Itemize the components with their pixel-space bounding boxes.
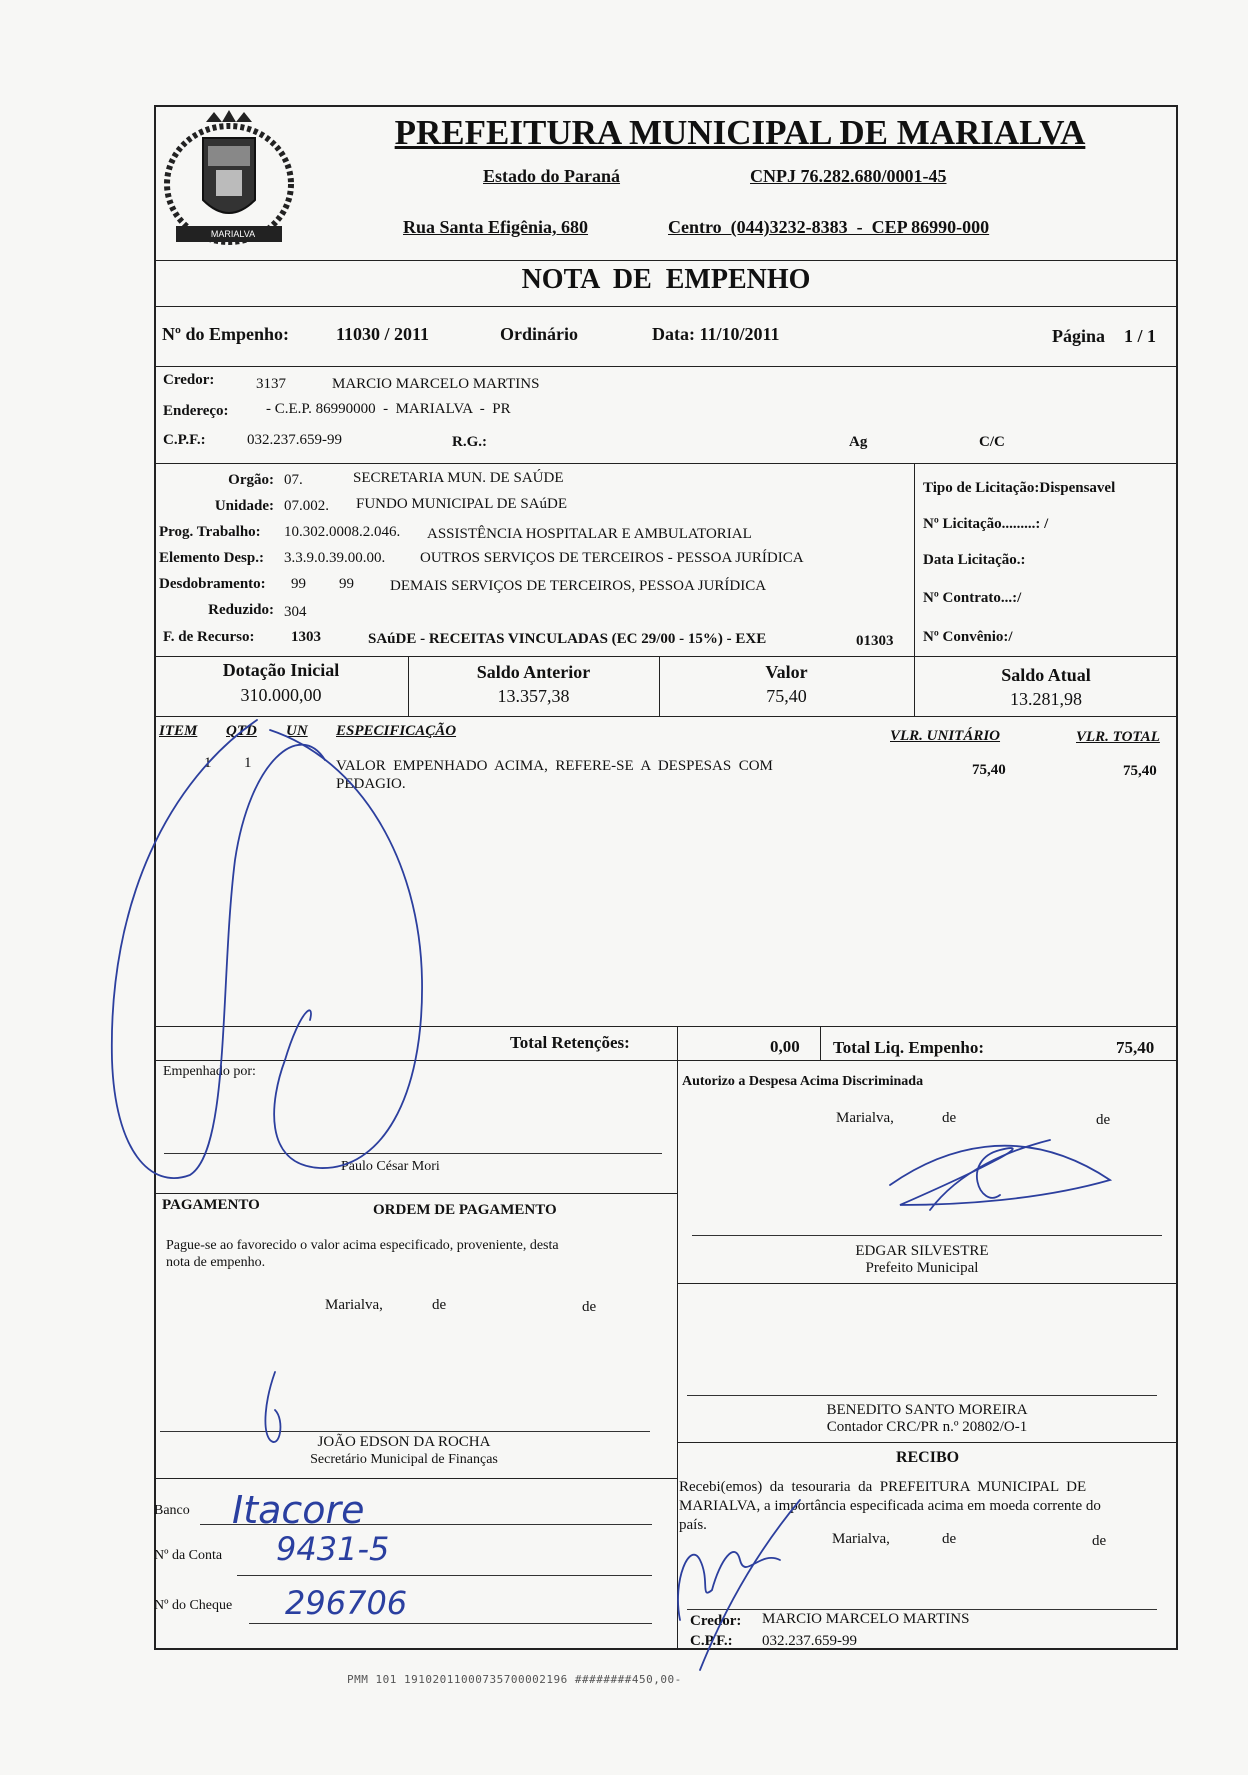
recurso-label: F. de Recurso: [163, 629, 255, 645]
reduzido-value: 304 [284, 604, 307, 620]
banco-value: Itacore [232, 1488, 365, 1532]
item-espec-line1: VALOR EMPENHADO ACIMA, REFERE-SE A DESPESAS COM [336, 758, 773, 774]
endereco-value: - C.E.P. 86990000 - MARIALVA - PR [266, 401, 511, 417]
ordem-pagamento-label: ORDEM DE PAGAMENTO [373, 1202, 557, 1218]
autorizo-de1: de [942, 1110, 957, 1126]
item-vlr-total: 75,40 [1123, 763, 1157, 779]
recibo-label: RECIBO [895, 1449, 960, 1466]
cc-label: C/C [979, 434, 1005, 450]
dotacao-inicial-value: 310.000,00 [240, 685, 322, 705]
item-number: 1 [204, 755, 212, 771]
pagamento-de2: de [582, 1299, 597, 1315]
licitacao-number: Nº Licitação.........: / [923, 516, 1049, 532]
pagamento-label: PAGAMENTO [162, 1197, 260, 1213]
valor-label: Valor [765, 662, 808, 682]
empenhado-label: Empenhado por: [163, 1064, 256, 1079]
doc-title: NOTA DE EMPENHO [521, 264, 811, 295]
recibo-text-line1: Recebi(emos) da tesouraria da PREFEITURA MUNICIPAL DE [679, 1479, 1087, 1495]
total-retencoes-value: 0,00 [770, 1037, 800, 1056]
elemento-name: OUTROS SERVIÇOS DE TERCEIROS - PESSOA JURÍDICA [420, 550, 804, 566]
recurso-name: SAúDE - RECEITAS VINCULADAS (EC 29/00 - 15%) - EXE [368, 631, 767, 647]
recibo-de1: de [942, 1531, 957, 1547]
prefeito-role: Prefeito Municipal [865, 1260, 979, 1276]
unidade-code: 07.002. [284, 498, 329, 514]
recibo-credor-name: MARCIO MARCELO MARTINS [762, 1611, 970, 1627]
elemento-label: Elemento Desp.: [159, 550, 264, 566]
recibo-credor-label: Credor: [690, 1613, 742, 1629]
autorizo-label: Autorizo a Despesa Acima Discriminada [682, 1074, 924, 1089]
convenio-number: Nº Convênio:/ [923, 629, 1013, 645]
autorizo-de2: de [1096, 1112, 1111, 1128]
prefeito-name: EDGAR SILVESTRE [855, 1243, 989, 1259]
contrato-number: Nº Contrato...:/ [923, 590, 1022, 606]
empenho-date: Data: 11/10/2011 [652, 324, 780, 344]
recibo-text-line2: MARIALVA, a importância especificada acima em moeda corrente do [679, 1498, 1101, 1514]
contador-role: Contador CRC/PR n.º 20802/O-1 [826, 1419, 1028, 1435]
pagamento-text-line1: Pague-se ao favorecido o valor acima especificado, proveniente, desta [166, 1238, 559, 1253]
state-label: Estado do Paraná [483, 166, 621, 186]
page-label: Página [1052, 326, 1106, 346]
col-qtd: QTD [226, 723, 257, 739]
col-vlr-total: VLR. TOTAL [1076, 729, 1160, 745]
municipal-crest [158, 108, 300, 256]
item-qtd: 1 [244, 755, 252, 771]
secretario-name: JOÃO EDSON DA ROCHA [317, 1434, 491, 1450]
licitacao-type-text: Tipo de Licitação:Dispensavel [923, 480, 1116, 496]
empenho-number-value: 11030 / 2011 [336, 324, 430, 344]
cpf-value: 032.237.659-99 [247, 432, 342, 448]
recurso-num: 01303 [856, 633, 894, 649]
conta-value: 9431-5 [276, 1530, 390, 1568]
autorizo-city: Marialva, [836, 1110, 894, 1126]
pagamento-city: Marialva, [325, 1297, 383, 1313]
cpf-label: C.P.F.: [163, 432, 206, 448]
orgao-name: SECRETARIA MUN. DE SAÚDE [353, 470, 564, 486]
credor-label: Credor: [163, 372, 215, 388]
secretario-role: Secretário Municipal de Finanças [310, 1452, 498, 1467]
desdobramento-name: DEMAIS SERVIÇOS DE TERCEIROS, PESSOA JURÍDICA [390, 578, 767, 594]
col-item: ITEM [159, 723, 198, 739]
contador-name: BENEDITO SANTO MOREIRA [826, 1402, 1028, 1418]
unidade-label: Unidade: [214, 498, 274, 514]
pagamento-de1: de [432, 1297, 447, 1313]
recibo-text-line3: país. [679, 1517, 707, 1533]
empenho-number-label: Nº do Empenho: [162, 324, 289, 344]
page-title: PREFEITURA MUNICIPAL DE MARIALVA [394, 113, 1086, 152]
prog-code: 10.302.0008.2.046. [284, 524, 401, 540]
saldo-atual-value: 13.281,98 [1010, 689, 1082, 709]
item-vlr-unitario: 75,40 [972, 762, 1006, 778]
recibo-city: Marialva, [832, 1531, 890, 1547]
total-liq-label: Total Liq. Empenho: [833, 1038, 984, 1057]
elemento-code: 3.3.9.0.39.00.00. [284, 550, 386, 566]
recibo-de2: de [1092, 1533, 1107, 1549]
reduzido-label: Reduzido: [208, 602, 274, 618]
valor-value: 75,40 [766, 686, 807, 706]
recibo-cpf-label: C.P.F.: [690, 1633, 733, 1649]
orgao-code: 07. [284, 472, 303, 488]
licitacao-date: Data Licitação.: [923, 552, 1026, 568]
endereco-label: Endereço: [163, 403, 229, 419]
ag-label: Ag [849, 434, 868, 450]
col-especificacao: ESPECIFICAÇÃO [336, 723, 457, 739]
desdobramento-label: Desdobramento: [159, 576, 266, 592]
col-vlr-unitario: VLR. UNITÁRIO [890, 728, 1001, 744]
conta-label: Nº da Conta [154, 1548, 223, 1563]
empenho-type: Ordinário [500, 324, 579, 344]
col-un: UN [286, 723, 308, 739]
saldo-atual-label: Saldo Atual [1001, 665, 1091, 685]
pagamento-text-line2: nota de empenho. [166, 1255, 266, 1270]
cnpj-label: CNPJ 76.282.680/0001-45 [750, 166, 947, 186]
desdobramento-a: 99 [291, 576, 306, 592]
address-label: Rua Santa Efigênia, 680 [403, 217, 589, 237]
item-espec-line2: PEDAGIO. [336, 776, 406, 792]
desdobramento-b: 99 [339, 576, 354, 592]
licitacao-type [923, 480, 1115, 497]
page-value: 1 / 1 [1124, 326, 1157, 346]
cheque-value: 296706 [285, 1584, 408, 1622]
saldo-anterior-label: Saldo Anterior [476, 662, 591, 682]
district-phone-cep: Centro (044)3232-8383 - CEP 86990-000 [668, 217, 990, 237]
recurso-code: 1303 [291, 629, 321, 645]
credor-code: 3137 [256, 376, 286, 392]
credor-name: MARCIO MARCELO MARTINS [332, 376, 540, 392]
dotacao-inicial-label: Dotação Inicial [222, 660, 340, 680]
total-liq-value: 75,40 [1116, 1038, 1155, 1057]
total-retencoes-label: Total Retenções: [510, 1033, 630, 1052]
orgao-label: Orgão: [228, 472, 274, 488]
cheque-label: Nº do Cheque [154, 1598, 233, 1613]
prog-label: Prog. Trabalho: [159, 524, 261, 540]
crest-ribbon-text: MARIALVA [210, 229, 256, 239]
empenhado-name: Paulo César Mori [341, 1159, 440, 1174]
unidade-name: FUNDO MUNICIPAL DE SAúDE [356, 496, 567, 512]
prog-name: ASSISTÊNCIA HOSPITALAR E AMBULATORIAL [427, 526, 752, 542]
rg-label: R.G.: [452, 434, 487, 450]
saldo-anterior-value: 13.357,38 [497, 686, 570, 706]
footer-code: PMM 101 19102011000735700002196 ########450,00- [347, 1673, 682, 1686]
banco-label: Banco [154, 1503, 190, 1518]
recibo-cpf-value: 032.237.659-99 [762, 1633, 857, 1649]
